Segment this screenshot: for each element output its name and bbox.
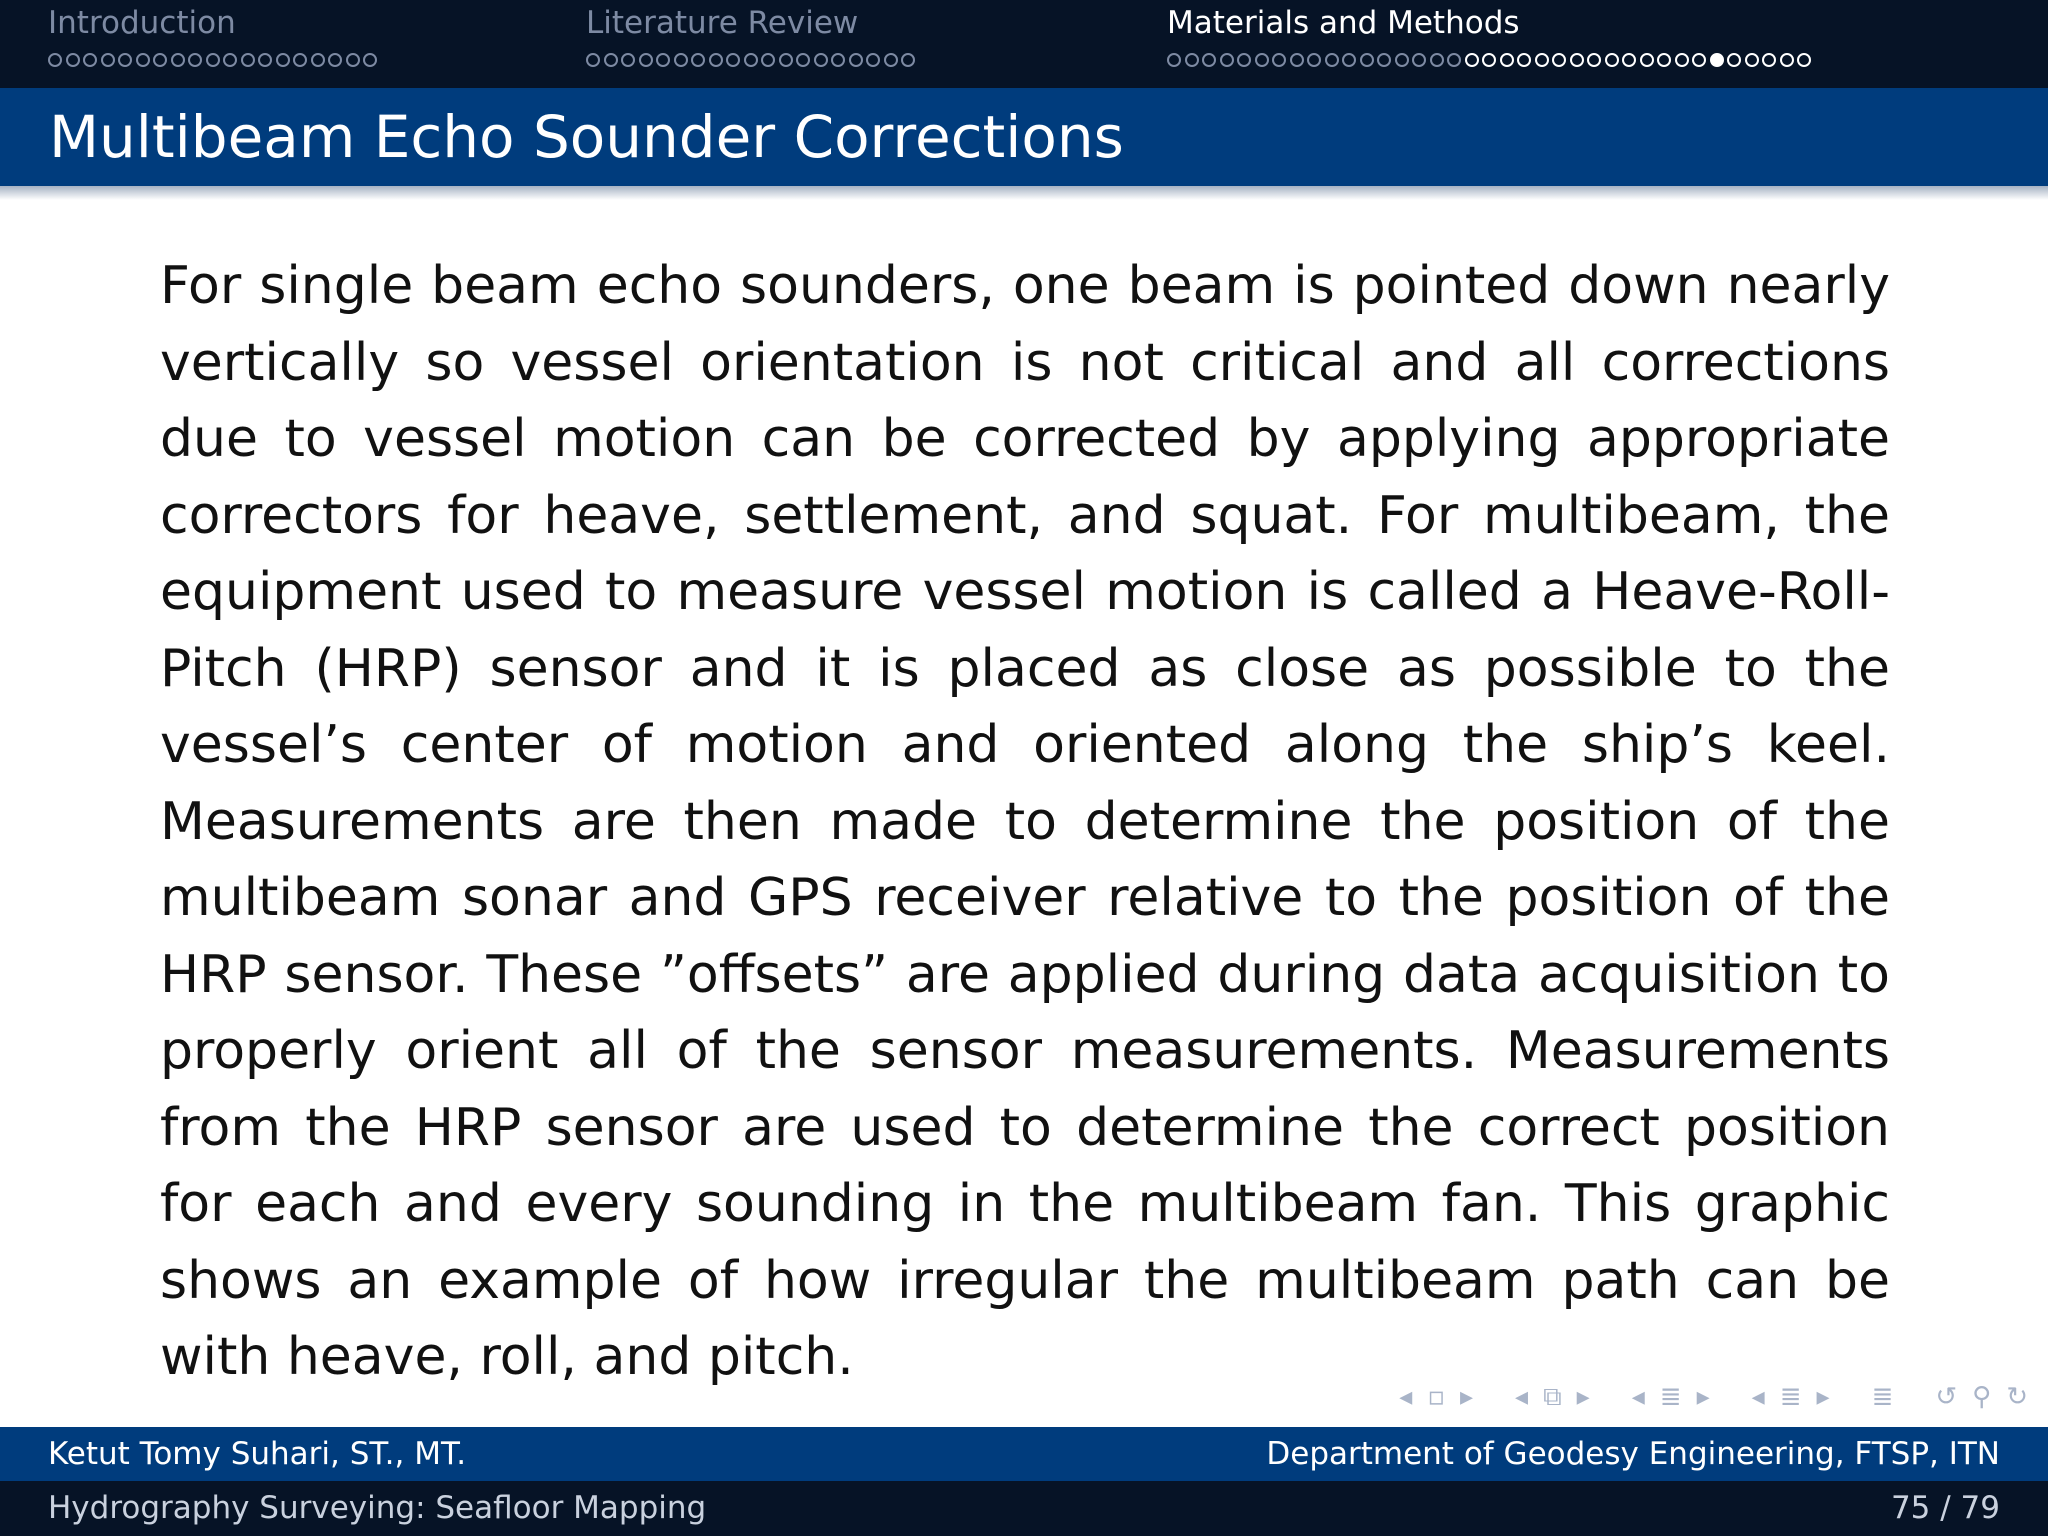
- nav-frame-dot[interactable]: [709, 53, 723, 67]
- nav-frame-dot[interactable]: [1342, 53, 1356, 67]
- nav-frame-dot[interactable]: [744, 53, 758, 67]
- nav-frame-dot[interactable]: [761, 53, 775, 67]
- nav-frame-dot[interactable]: [691, 53, 705, 67]
- nav-frame-dot[interactable]: [171, 53, 185, 67]
- nav-frame-dot[interactable]: [1307, 53, 1321, 67]
- nav-frame-dot[interactable]: [849, 53, 863, 67]
- nav-frame-dot[interactable]: [206, 53, 220, 67]
- nav-frame-dot[interactable]: [1237, 53, 1251, 67]
- nav-frame-dot[interactable]: [1290, 53, 1304, 67]
- nav-frame-dot[interactable]: [328, 53, 342, 67]
- nav-frame-dot[interactable]: [1657, 53, 1671, 67]
- nav-frame-dot[interactable]: [1202, 53, 1216, 67]
- nav-document-icon[interactable]: ≣: [1871, 1382, 1894, 1412]
- nav-frame-dot[interactable]: [1675, 53, 1689, 67]
- nav-frame-dot[interactable]: [1780, 53, 1794, 67]
- nav-frame-dot[interactable]: [1727, 53, 1741, 67]
- nav-frame-dot[interactable]: [223, 53, 237, 67]
- nav-back-icon[interactable]: ↺: [1935, 1382, 1958, 1412]
- beamer-navigation-symbols: [1384, 1380, 2028, 1414]
- nav-subsection-next-icon[interactable]: ▸: [1696, 1382, 1710, 1412]
- nav-frame-dot[interactable]: [1395, 53, 1409, 67]
- nav-frame-dot[interactable]: [1500, 53, 1514, 67]
- nav-frame-dot[interactable]: [1535, 53, 1549, 67]
- nav-frame-dot[interactable]: [1325, 53, 1339, 67]
- nav-slide-next-icon[interactable]: ▸: [1459, 1382, 1474, 1412]
- nav-frame-dot[interactable]: [66, 53, 80, 67]
- footer-short-title: Hydrography Surveying: Seafloor Mapping: [48, 1490, 707, 1526]
- nav-frame-dot[interactable]: [656, 53, 670, 67]
- nav-frame-dot[interactable]: [621, 53, 635, 67]
- nav-frame-dot[interactable]: [866, 53, 880, 67]
- nav-frame-dot[interactable]: [118, 53, 132, 67]
- nav-frame-dot[interactable]: [1465, 53, 1479, 67]
- nav-frame-dot[interactable]: [1430, 53, 1444, 67]
- nav-frame-dot[interactable]: [796, 53, 810, 67]
- nav-frame-dot[interactable]: [136, 53, 150, 67]
- nav-frame-dot[interactable]: [83, 53, 97, 67]
- nav-frame-dot[interactable]: [1762, 53, 1776, 67]
- nav-frame-prev-icon[interactable]: ◂: [1515, 1382, 1529, 1412]
- frame-title: Multibeam Echo Sounder Corrections: [49, 103, 1124, 171]
- footer-author: Ketut Tomy Suhari, ST., MT.: [48, 1436, 467, 1472]
- nav-frame-dot[interactable]: [188, 53, 202, 67]
- nav-frame-dot[interactable]: [346, 53, 360, 67]
- nav-frame-dot[interactable]: [1622, 53, 1636, 67]
- nav-subsection-icon[interactable]: ≣: [1659, 1382, 1682, 1412]
- nav-frame-dot[interactable]: [1377, 53, 1391, 67]
- nav-frame-dot[interactable]: [1797, 53, 1811, 67]
- nav-frame-dot[interactable]: [293, 53, 307, 67]
- nav-frame-dot[interactable]: [901, 53, 915, 67]
- nav-subsection-prev-icon[interactable]: ◂: [1631, 1382, 1645, 1412]
- nav-frame-dot[interactable]: [726, 53, 740, 67]
- nav-frame-dot[interactable]: [639, 53, 653, 67]
- footer-page-number: 75 / 79: [1890, 1490, 2000, 1526]
- nav-frame-dot[interactable]: [1605, 53, 1619, 67]
- title-shadow: [0, 186, 2048, 200]
- nav-frame-dot[interactable]: [674, 53, 688, 67]
- nav-section-dots: [48, 50, 381, 70]
- section-navigation-bar: [0, 0, 2048, 88]
- nav-section-dots: [1167, 50, 1815, 70]
- nav-frame-dot[interactable]: [814, 53, 828, 67]
- slide-body-text: For single beam echo sounders, one beam is pointed down nearly vertically so vessel orientation is not critical and all corrections due to vessel motion can be corrected by applying appropriate correctors for heave, settlement, and squat. For multibeam, the equipment used to measure vessel motion is called a Heave-Roll-Pitch (HRP) sensor and it is placed as close as possible to the vessel’s center of motion and oriented along the ship’s keel. Measurements are then made to determine the position of the multibeam sonar and GPS receiver relative to the position of the HRP sensor. These ”offsets” are applied during data acquisition to properly orient all of the sensor measurements. Measurements from the HRP sensor are used to determine the correct position for each and every sounding in the multibeam fan. This graphic shows an example of how irregular the multibeam path can be with heave, roll, and pitch.: [160, 256, 1890, 1387]
- nav-frame-dot[interactable]: [153, 53, 167, 67]
- nav-slide-prev-icon[interactable]: ◂: [1399, 1382, 1413, 1412]
- nav-search-icon[interactable]: ⚲: [1972, 1382, 1992, 1412]
- nav-frame-dot[interactable]: [586, 53, 600, 67]
- footer-institute: Department of Geodesy Engineering, FTSP, ITN: [1266, 1436, 2000, 1472]
- nav-slide-icon[interactable]: ▫: [1427, 1382, 1445, 1412]
- nav-section-prev-icon[interactable]: ◂: [1751, 1382, 1765, 1412]
- nav-frame-dot[interactable]: [48, 53, 62, 67]
- nav-frame-dot[interactable]: [1220, 53, 1234, 67]
- nav-frame-dot[interactable]: [1587, 53, 1601, 67]
- nav-frame-dot[interactable]: [1412, 53, 1426, 67]
- nav-frame-dot[interactable]: [884, 53, 898, 67]
- nav-section-dots: [586, 50, 919, 70]
- nav-frame-dot[interactable]: [1517, 53, 1531, 67]
- nav-forward-icon[interactable]: ↻: [2006, 1382, 2028, 1412]
- nav-section-title[interactable]: Materials and Methods: [1167, 5, 1520, 41]
- nav-frame-icon[interactable]: ⧉: [1543, 1382, 1562, 1412]
- nav-frame-dot[interactable]: [1692, 53, 1706, 67]
- nav-frame-dot[interactable]: [1745, 53, 1759, 67]
- nav-frame-dot[interactable]: [1447, 53, 1461, 67]
- nav-frame-dot[interactable]: [604, 53, 618, 67]
- nav-frame-next-icon[interactable]: ▸: [1576, 1382, 1590, 1412]
- nav-frame-dot[interactable]: [1272, 53, 1286, 67]
- nav-frame-dot[interactable]: [241, 53, 255, 67]
- nav-frame-dot[interactable]: [1360, 53, 1374, 67]
- nav-section-next-icon[interactable]: ▸: [1816, 1382, 1830, 1412]
- nav-frame-dot[interactable]: [1482, 53, 1496, 67]
- nav-section-title[interactable]: Introduction: [48, 5, 236, 41]
- footer-upper: [0, 1427, 2048, 1481]
- footer-lower: [0, 1481, 2048, 1536]
- nav-frame-dot[interactable]: [311, 53, 325, 67]
- nav-frame-dot[interactable]: [1570, 53, 1584, 67]
- nav-frame-dot[interactable]: [363, 53, 377, 67]
- nav-section-icon[interactable]: ≣: [1779, 1382, 1802, 1412]
- nav-frame-dot[interactable]: [1552, 53, 1566, 67]
- nav-frame-dot-current[interactable]: [1710, 53, 1724, 67]
- nav-frame-dot[interactable]: [1640, 53, 1654, 67]
- nav-frame-dot[interactable]: [831, 53, 845, 67]
- nav-frame-dot[interactable]: [1255, 53, 1269, 67]
- nav-frame-dot[interactable]: [276, 53, 290, 67]
- frame-title-bar: [0, 88, 2048, 186]
- nav-frame-dot[interactable]: [1167, 53, 1181, 67]
- nav-frame-dot[interactable]: [258, 53, 272, 67]
- nav-section-title[interactable]: Literature Review: [586, 5, 859, 41]
- nav-frame-dot[interactable]: [101, 53, 115, 67]
- nav-frame-dot[interactable]: [1185, 53, 1199, 67]
- nav-frame-dot[interactable]: [779, 53, 793, 67]
